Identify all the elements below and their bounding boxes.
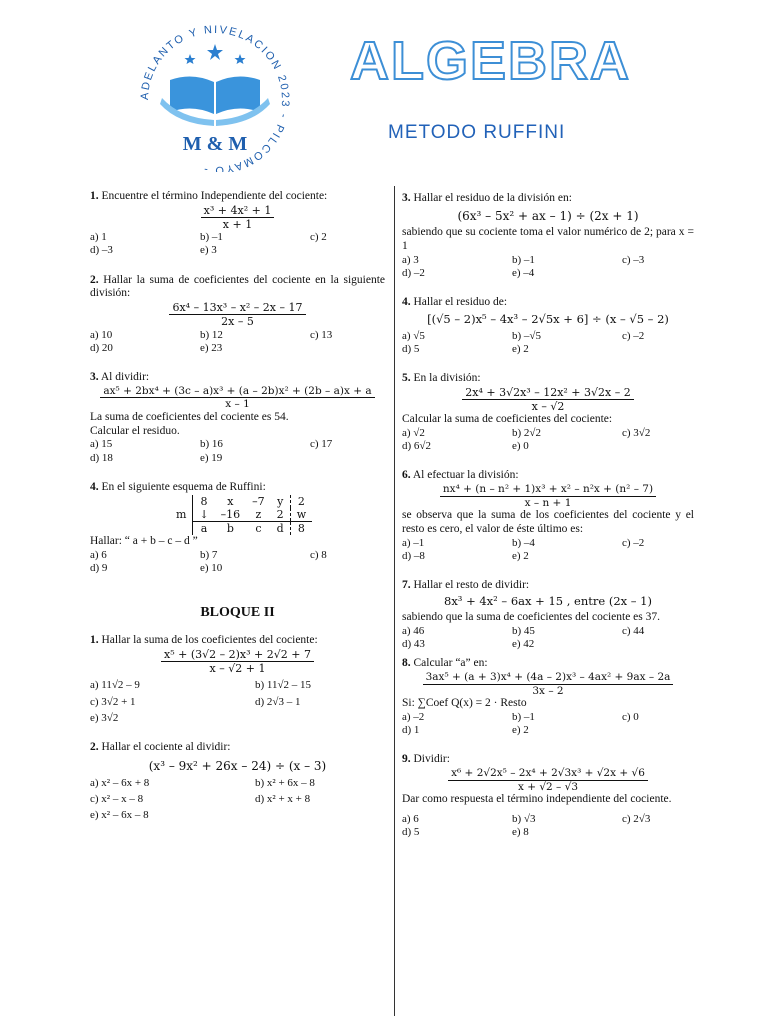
institution-logo (130, 22, 300, 172)
logo-initials: M & M (182, 133, 248, 155)
question-l2: 2. Hallar la suma de coeficientes del cociente en la siguiente división: $\frac{\text{6x⁴ – 13x³ – x² – 2x – 17}}{2x - 5}$ a) 10 b) 12 c) 13 d) 20 e) 23 (90, 273, 386, 354)
left-column (90, 190, 385, 823)
question-l1: 1. Encuentre el término Independiente del cociente: $\frac{\text{x³ + 4x² + 1}}{x + 1}$ a) 1 b) –1 c) 2 d) –3 e) 3 (90, 190, 328, 257)
section-heading: BLOQUE II (200, 605, 275, 621)
question-l3: 3. Al dividir: $\frac{\text{ax⁵ + 2bx⁴ + (3c – a)x³ + (a – 2b)x² + (2b – a)x + a}}{x - 1}$ La suma de coeficientes del cociente es 54. Calcular el residuo. a) 15 b) 16 c) 17 d) 18 e) 19 (90, 371, 385, 465)
question-r9: 9. Dividir: $\frac{\text{x⁶ + 2√2x⁵ – 2x⁴ + 2√3x³ + √2x + √6}}{x + √2 - √3}$ Dar como respuesta el término independiente del cociente. a) 6 b) √3 c) 2√3 d) 5 e) 8 (402, 753, 672, 839)
question-r4: 4. Hallar el residuo de: [(√5 – 2)x⁵ – 4x³ – 2√5x + 6] ÷ (x – √5 – 2) a) √5 b) –√5 c) –2 d) 5 e) 2 (402, 296, 669, 355)
logo-ring-text: ADELANTO Y NIVELACION 2023 - PILCOMAYO - (138, 23, 292, 172)
question-r8: 8. Calcular “a” en: $\frac{\text{3ax⁵ + (a + 3)x⁴ + (4a – 2)x³ – 4ax² + 9ax – 2a}}{3x - 2}$ Si: ∑Coef Q(x) = 2 · Resto a) –2 b) –1 c) 0 d) 1 e) 2 (402, 657, 694, 737)
column-divider (394, 186, 395, 1016)
page-title: ALGEBRA (350, 31, 631, 91)
question-l4: 4. En el siguiente esquema de Ruffini: 8 x –7 y 2 m ↓ –16 z 2 w a b c d 8 Hallar: “ a + b – c – d ” a) 6 b) 7 c) 8 d) 9 e) 10 (90, 480, 327, 575)
page-subtitle: METODO RUFFINI (388, 122, 566, 143)
question-r3: 3. Hallar el residuo de la división en: (6x³ – 5x² + ax – 1) ÷ (2x + 1) sabiendo que su cociente toma el valor numérico de 2; para x = 1 a) 3 b) –1 c) –3 d) –2 e) –4 (402, 192, 694, 279)
question-r5: 5. En la división: $\frac{\text{2x⁴ + 3√2x³ – 12x² + 3√2x – 2}}{x - √2}$ Calcular la suma de coeficientes del cociente: a) √2 b) 2√2 c) 3√2 d) 6√2 e) 0 (402, 372, 651, 453)
right-column (402, 192, 694, 840)
question-r7: 7. Hallar el resto de dividir: 8x³ + 4x² – 6ax + 15 , entre (2x – 1) sabiendo que la suma de coeficientes del cociente es 37. a) 46 b) 45 c) 44 d) 43 e) 42 (402, 579, 661, 650)
question-b2: 2. Hallar el cociente al dividir: (x³ – 9x² + 26x – 24) ÷ (x – 3) a) x² – 6x + 8 b) x² + 6x – 8 c) x² – x – 8 d) x² + x + 8 e) x² – 6x – 8 (90, 740, 327, 822)
ruffini-scheme: 8 x –7 y 2 m ↓ –16 z 2 w a b c d 8 (170, 495, 312, 536)
question-r6: 6. Al efectuar la división: $\frac{\text{nx⁴ + (n – n² + 1)x³ + x² – n²x + (n² – 7)}}{x - n + 1}$ se observa que la suma de los coeficientes del cociente y el resto es cero, el valor de éste último es: a) –1 b) –4 c) –2 d) –8 e) 2 (402, 469, 694, 563)
question-b1: 1. Hallar la suma de los coeficientes del cociente: $\frac{\text{x⁵ + (3√2 – 2)x³ + 2√2 + 7}}{x - √2 + 1}$ a) 11√2 – 9 b) 11√2 – 15 c) 3√2 + 1 d) 2√3 – 1 e) 3√2 (90, 634, 318, 724)
